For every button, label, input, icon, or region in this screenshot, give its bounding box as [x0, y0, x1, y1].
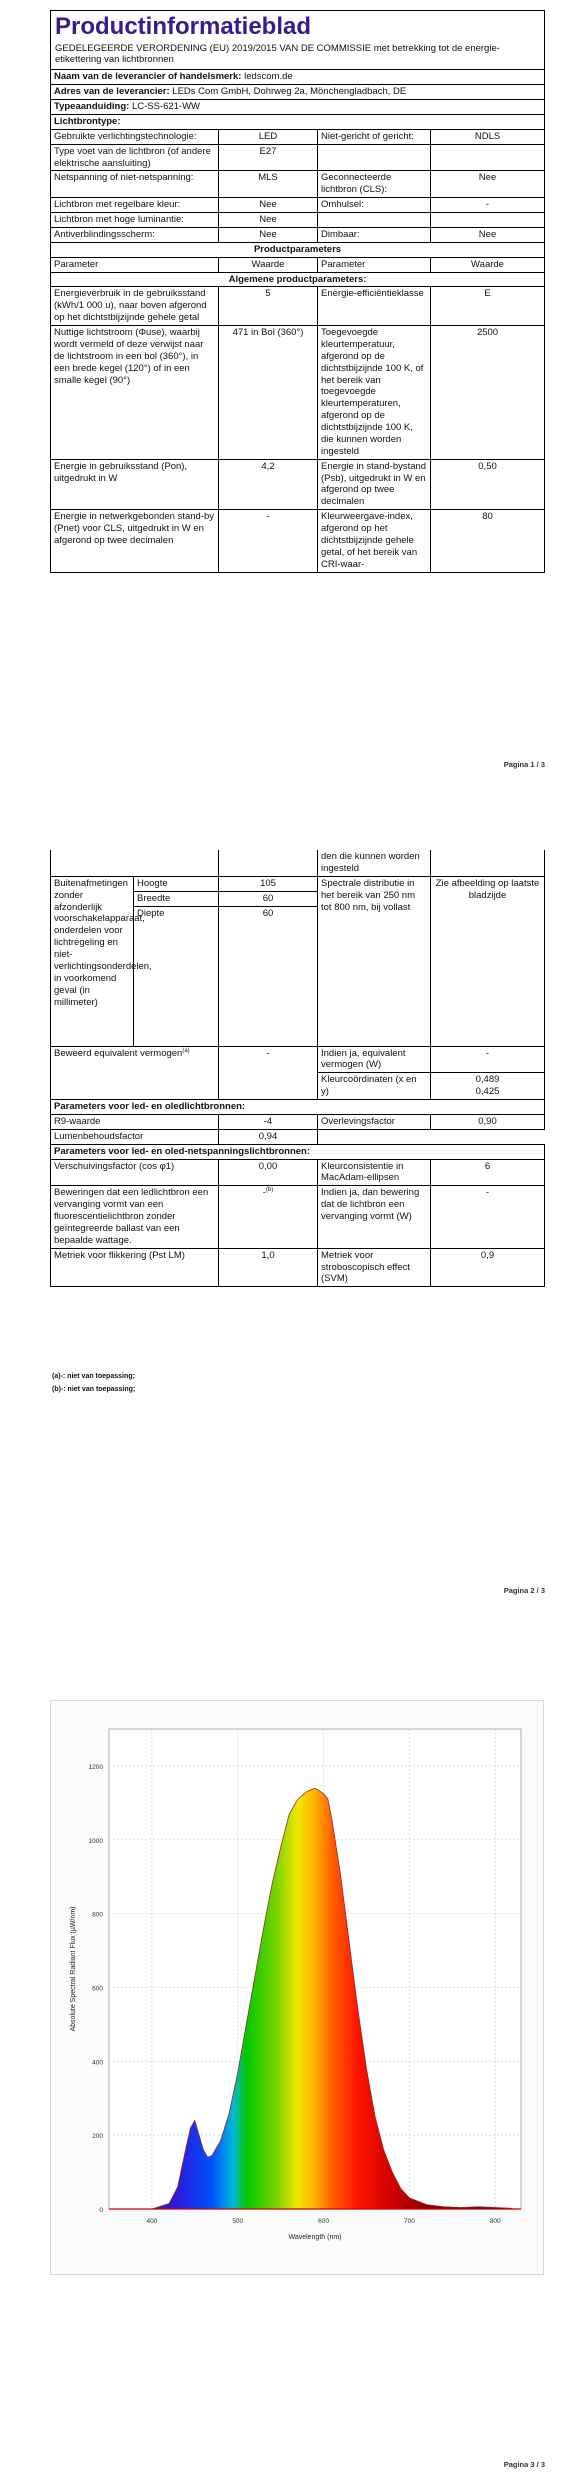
dims-row — [51, 876, 545, 891]
dim-name: Diepte — [134, 906, 219, 1046]
param-label: Energie-efficiëntieklasse — [318, 287, 431, 326]
param-label: Energie in stand-bystand (Psb), uitgedrukt in W en afgerond op twee decimalen — [318, 459, 431, 510]
param-row — [51, 1159, 545, 1186]
replace-value — [219, 1186, 318, 1248]
prop-value: Nee — [431, 171, 545, 198]
param-label: Kleurweergave-index, afgerond op het dichtstbijzijnde gehele getal, of het bereik van CRI-waar- — [318, 510, 431, 572]
param-label: Toegevoegde kleurtemperatuur, afgerond op de dichtstbijzijnde 100 K, of het bereik van toegevoegde kleurtemperaturen, afgerond op de dichtstbijzijnde 100 K, die kunnen worden ingesteld — [318, 326, 431, 460]
document-subtitle: GEDELEGEERDE VERORDENING (EU) 2019/2015 VAN DE COMMISSIE met betrekking tot de energie-etikettering van lichtbronnen — [51, 42, 545, 70]
y-tick-label: 400 — [92, 2059, 103, 2067]
address-value: LEDs Com GmbH, Dohrweg 2a, Mönchengladbach, DE — [172, 86, 407, 98]
shift-value: 0,00 — [219, 1159, 318, 1186]
dim-value: 105 — [219, 876, 318, 891]
empty-cell — [318, 1129, 545, 1144]
x-tick-label: 600 — [318, 2218, 330, 2225]
param-row — [51, 326, 545, 460]
y-tick-label: 1200 — [88, 1763, 103, 1771]
param-value: 5 — [219, 287, 318, 326]
page-number: Pagina 3 / 3 — [503, 2460, 545, 2469]
prop-value: Nee — [219, 227, 318, 242]
param-label: Nuttige lichtstroom (Φuse), waarbij wordt vermeld of deze verwijst naar de lichtstroom in een bol (360°), in een brede kegel (120°) of in een smalle kegel (90°) — [51, 326, 219, 460]
prop-row — [51, 198, 545, 213]
param-row — [51, 1248, 545, 1287]
chroma-x: 0,489 — [475, 1074, 500, 1086]
general-params-title: Algemene productparameters: — [51, 272, 545, 287]
param-row — [51, 1114, 545, 1129]
document-title: Productinformatieblad — [51, 11, 545, 42]
replace-yes-label: Indien ja, dan bewering dat de lichtbron een vervanging vormt (W) — [318, 1186, 431, 1248]
x-tick-label: 700 — [403, 2218, 415, 2225]
section-title: Productparameters — [51, 242, 545, 257]
claimed-value: - — [219, 1046, 318, 1100]
param-label: Energie in gebruiksstand (Pon), uitgedrukt in W — [51, 459, 219, 510]
info-sheet-page-2 — [50, 850, 544, 1287]
supplier-address-row — [51, 85, 545, 100]
prop-value: E27 — [219, 144, 318, 171]
prop-row — [51, 171, 545, 198]
replace-yes-value: - — [431, 1186, 545, 1248]
replace-label: Beweringen dat een ledlichtbron een vervanging vormt van een fluorescentielichtbron zonder geïntegreerde ballast van een bepaalde wattage. — [51, 1186, 219, 1248]
x-tick-label: 800 — [489, 2218, 501, 2225]
trademark-label: Naam van de leverancier of handelsmerk: — [54, 71, 242, 83]
prop-value: Nee — [219, 198, 318, 213]
footnote-b: (b)-: niet van toepassing; — [52, 1386, 136, 1394]
prop-row — [51, 144, 545, 171]
spectral-chart-frame — [50, 1700, 544, 2275]
lumen-label: Lumenbehoudsfactor — [51, 1129, 219, 1144]
page-number: Pagina 2 / 3 — [503, 1586, 545, 1595]
column-header: Waarde — [219, 257, 318, 272]
product-info-table-continued — [50, 850, 545, 1287]
claimed-row — [51, 1046, 545, 1073]
model-label: Typeaanduiding: — [54, 101, 130, 113]
prop-row — [51, 227, 545, 242]
param-row — [51, 1129, 545, 1144]
footnote-ref: (a) — [182, 1047, 190, 1054]
y-tick-label: 600 — [92, 1985, 103, 1993]
svm-label: Metriek voor stroboscopisch effect (SVM) — [318, 1248, 431, 1287]
model-value: LC-SS-621-WW — [131, 101, 201, 113]
param-value: 471 in Bol (360°) — [219, 326, 318, 460]
r9-label: R9-waarde — [51, 1114, 219, 1129]
empty-cell — [431, 850, 545, 876]
x-tick-label: 400 — [146, 2218, 158, 2225]
dims-label: Buitenafmetingen zonder afzonderlijk voorschakelapparaat, onderdelen voor lichtregeling en niet-verlichtingsonderdelen, in voorkomend geval (in millimeter) — [51, 876, 134, 1046]
prop-value: Nee — [219, 213, 318, 228]
prop-label — [318, 144, 431, 171]
prop-label: Lichtbron met hoge luminantie: — [51, 213, 219, 228]
lighttype-label: Lichtbrontype: — [51, 114, 545, 129]
y-tick-label: 800 — [92, 1911, 103, 1919]
page-2 — [0, 830, 585, 1660]
param-value: 4,2 — [219, 459, 318, 510]
prop-label: Geconnecteerde lichtbron (CLS): — [318, 171, 431, 198]
address-label: Adres van de leverancier: — [54, 86, 170, 98]
claimed-label — [51, 1046, 219, 1100]
prop-label — [318, 213, 431, 228]
chroma-label: Kleurcoördinaten (x en y) — [318, 1073, 431, 1100]
empty-cell — [219, 850, 318, 876]
dim-name: Breedte — [134, 891, 219, 906]
prop-label: Omhulsel: — [318, 198, 431, 213]
dim-value: 60 — [219, 891, 318, 906]
led-mains-section-title: Parameters voor led- en oled-netspanningslichtbronnen: — [51, 1144, 545, 1159]
prop-value — [431, 144, 545, 171]
param-value: E — [431, 287, 545, 326]
prop-value — [431, 213, 545, 228]
claimed-label-text: Beweerd equivalent vermogen — [54, 1047, 183, 1059]
prop-value: MLS — [219, 171, 318, 198]
prop-label: Antiverblindingsscherm: — [51, 227, 219, 242]
param-row — [51, 510, 545, 572]
page-1 — [0, 0, 585, 830]
equiv-label: Indien ja, equivalent vermogen (W) — [318, 1046, 431, 1073]
chroma-y: 0,425 — [475, 1086, 500, 1098]
param-row — [51, 287, 545, 326]
r9-value: -4 — [219, 1114, 318, 1129]
trademark-value: ledscom.de — [244, 71, 293, 83]
info-sheet-page-1 — [50, 10, 544, 573]
column-header: Waarde — [431, 257, 545, 272]
flicker-label: Metriek voor flikkering (Pst LM) — [51, 1248, 219, 1287]
prop-label: Type voet van de lichtbron (of andere elektrische aansluiting) — [51, 144, 219, 171]
survival-value: 0,90 — [431, 1114, 545, 1129]
param-value: 0,50 — [431, 459, 545, 510]
prop-value: Nee — [431, 227, 545, 242]
prop-label: Gebruikte verlichtingstechnologie: — [51, 129, 219, 144]
y-tick-label: 200 — [92, 2133, 103, 2141]
param-row — [51, 1186, 545, 1248]
param-value: - — [219, 510, 318, 572]
prop-value: LED — [219, 129, 318, 144]
param-label: Energie in netwerkgebonden stand-by (Pnet) voor CLS, uitgedrukt in W en afgerond op twee decimalen — [51, 510, 219, 572]
prop-row — [51, 213, 545, 228]
lumen-value: 0,94 — [219, 1129, 318, 1144]
prop-label: Lichtbron met regelbare kleur: — [51, 198, 219, 213]
svm-value: 0,9 — [431, 1248, 545, 1287]
y-tick-label: 1000 — [88, 1837, 103, 1845]
continued-text: den die kunnen worden ingesteld — [318, 850, 431, 876]
empty-cell — [51, 850, 219, 876]
column-header: Parameter — [51, 257, 219, 272]
shift-label: Verschuivingsfactor (cos φ1) — [51, 1159, 219, 1186]
dim-value: 60 — [219, 906, 318, 1046]
footnotes — [52, 1370, 135, 1397]
param-value: 80 — [431, 510, 545, 572]
page-number: Pagina 1 / 3 — [503, 760, 545, 769]
prop-label: Netspanning of niet-netspanning: — [51, 171, 219, 198]
column-header-row — [51, 257, 545, 272]
dim-name: Hoogte — [134, 876, 219, 891]
prop-row — [51, 129, 545, 144]
footnote-ref: (b) — [265, 1187, 274, 1194]
spectral-value: Zie afbeelding op laatste bladzijde — [431, 876, 545, 1046]
x-axis-label: Wavelength (nm) — [288, 2234, 342, 2241]
chroma-value — [431, 1073, 545, 1100]
spectral-label: Spectrale distributie in het bereik van 250 nm tot 800 nm, bij vollast — [318, 876, 431, 1046]
x-tick-label: 500 — [232, 2218, 244, 2225]
y-tick-label: 0 — [99, 2207, 103, 2214]
macadam-label: Kleurconsistentie in MacAdam-ellipsen — [318, 1159, 431, 1186]
led-section-title: Parameters voor led- en oledlichtbronnen: — [51, 1100, 545, 1115]
y-axis-label: Absolute Spectral Radiant Flux (µW/nm) — [70, 1906, 77, 2032]
supplier-trademark-row — [51, 70, 545, 85]
survival-label: Overlevingsfactor — [318, 1114, 431, 1129]
column-header: Parameter — [318, 257, 431, 272]
param-value: 2500 — [431, 326, 545, 460]
replace-value-text: - — [262, 1187, 266, 1199]
macadam-value: 6 — [431, 1159, 545, 1186]
flicker-value: 1,0 — [219, 1248, 318, 1287]
prop-label: Niet-gericht of gericht: — [318, 129, 431, 144]
model-row — [51, 100, 545, 115]
param-label: Energieverbruik in de gebruiksstand (kWh/1 000 u), naar boven afgerond op het dichtstbijzijnde gehele getal — [51, 287, 219, 326]
prop-value: - — [431, 198, 545, 213]
spectral-distribution-chart — [51, 1701, 543, 2274]
prop-label: Dimbaar: — [318, 227, 431, 242]
param-row — [51, 459, 545, 510]
footnote-a: (a)-: niet van toepassing; — [52, 1373, 135, 1380]
product-info-table — [50, 10, 545, 573]
prop-value: NDLS — [431, 129, 545, 144]
equiv-value: - — [431, 1046, 545, 1073]
